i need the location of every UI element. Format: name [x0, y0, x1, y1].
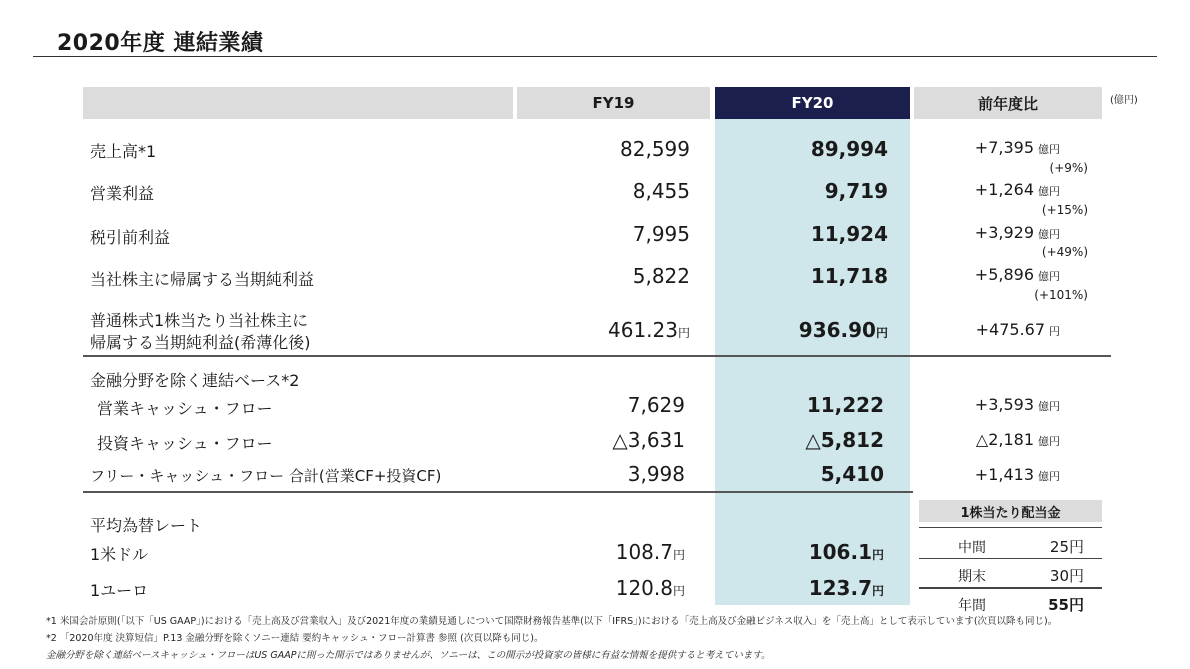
dividend-value-annual: 55円 — [1048, 596, 1084, 614]
section-divider — [83, 355, 1111, 357]
row-fy20-eps: 936.90円 — [798, 318, 888, 342]
row-label-operating-income: 営業利益 — [90, 184, 155, 203]
row-fy20-pretax-income: 11,924 — [810, 222, 888, 246]
header-fy19: FY19 — [517, 87, 710, 119]
row-fy20-operating-cf: 11,222 — [806, 393, 884, 417]
page-title: 2020年度 連結業績 — [57, 31, 264, 56]
dividend-divider — [919, 527, 1102, 528]
row-fy19-operating-cf: 7,629 — [627, 393, 685, 417]
row-yoy-free-cf: +1,413 億円 — [974, 465, 1060, 484]
row-yoy-operating-cf: +3,593 億円 — [974, 395, 1060, 414]
header-fy20: FY20 — [715, 87, 910, 119]
row-fy20-free-cf: 5,410 — [820, 462, 884, 486]
row-pct-operating-income: (+15%) — [1041, 203, 1088, 217]
row-fy20-usd: 106.1円 — [808, 540, 884, 564]
row-fy20-sales: 89,994 — [810, 137, 888, 161]
row-yoy-operating-income: +1,264 億円 — [974, 180, 1060, 199]
row-yoy-eps: +475.67 円 — [975, 320, 1060, 339]
row-yoy-sales: +7,395 億円 — [974, 138, 1060, 157]
fx-section-title: 平均為替レート — [90, 516, 203, 535]
dividend-value-yearend: 30円 — [1049, 567, 1084, 585]
row-fy19-usd: 108.7円 — [615, 540, 685, 564]
footnote-3: 金融分野を除く連結ベースキャッシュ・フローはUS GAAPに則った開示ではありませんが、ソニーは、この開示が投資家の皆様に有益な情報を提供すると考えています。 — [46, 650, 771, 661]
row-label-usd: 1米ドル — [90, 545, 149, 564]
dividend-header: 1株当たり配当金 — [919, 500, 1102, 522]
unit-label: (億円) — [1110, 95, 1138, 106]
row-pct-sales: (+9%) — [1049, 161, 1088, 175]
row-fy20-net-income: 11,718 — [810, 264, 888, 288]
row-pct-net-income: (+101%) — [1034, 288, 1088, 302]
dividend-label-interim: 中間 — [958, 540, 986, 556]
row-label-pretax-income: 税引前利益 — [90, 228, 171, 247]
row-label-investing-cf: 投資キャッシュ・フロー — [97, 434, 273, 453]
row-fy19-sales: 82,599 — [620, 137, 690, 161]
row-label-eps: 普通株式1株当たり当社株主に 帰属する当期純利益(希薄化後) — [90, 311, 311, 352]
row-fy20-investing-cf: △5,812 — [805, 428, 884, 452]
row-fy19-pretax-income: 7,995 — [632, 222, 690, 246]
dividend-label-annual: 年間 — [958, 598, 986, 614]
row-fy19-free-cf: 3,998 — [627, 462, 685, 486]
row-fy19-investing-cf: △3,631 — [612, 428, 685, 452]
row-yoy-net-income: +5,896 億円 — [974, 265, 1060, 284]
title-divider — [33, 56, 1157, 57]
row-label-operating-cf: 営業キャッシュ・フロー — [97, 399, 273, 418]
row-yoy-investing-cf: △2,181 億円 — [975, 430, 1060, 449]
row-pct-pretax-income: (+49%) — [1041, 245, 1088, 259]
header-yoy: 前年度比 — [914, 87, 1102, 119]
dividend-divider — [919, 587, 1102, 589]
row-fy19-net-income: 5,822 — [632, 264, 690, 288]
row-fy20-eur: 123.7円 — [808, 576, 884, 600]
row-yoy-pretax-income: +3,929 億円 — [974, 223, 1060, 242]
row-label-eur: 1ユーロ — [90, 581, 149, 600]
row-fy19-operating-income: 8,455 — [632, 179, 690, 203]
dividend-value-interim: 25円 — [1049, 538, 1084, 556]
header-label-cell — [83, 87, 513, 119]
footnote-2: *2 「2020年度 決算短信」P.13 金融分野を除くソニー連結 要約キャッシュ・フロー計算書 参照 (次頁以降も同じ)。 — [46, 633, 544, 644]
row-fy19-eps: 461.23円 — [608, 318, 690, 342]
cf-section-title: 金融分野を除く連結ベース*2 — [90, 371, 300, 390]
row-label-free-cf: フリー・キャッシュ・フロー 合計(営業CF+投資CF) — [90, 467, 442, 485]
footnote-1: *1 米国会計原則(「以下「US GAAP」)における「売上高及び営業収入」及び2021年度の業績見通しについて国際財務報告基準(以下「IFRS」)における「売上高及び金融ビジネス収入」を「売上高」として表示しています(次頁以降も同じ)。 — [46, 616, 1058, 627]
row-fy20-operating-income: 9,719 — [824, 179, 888, 203]
row-label-sales: 売上高*1 — [90, 142, 157, 161]
row-fy19-eur: 120.8円 — [615, 576, 685, 600]
row-label-net-income: 当社株主に帰属する当期純利益 — [90, 270, 315, 289]
section-divider-2 — [83, 491, 913, 493]
dividend-label-yearend: 期末 — [958, 569, 986, 585]
dividend-divider — [919, 558, 1102, 559]
